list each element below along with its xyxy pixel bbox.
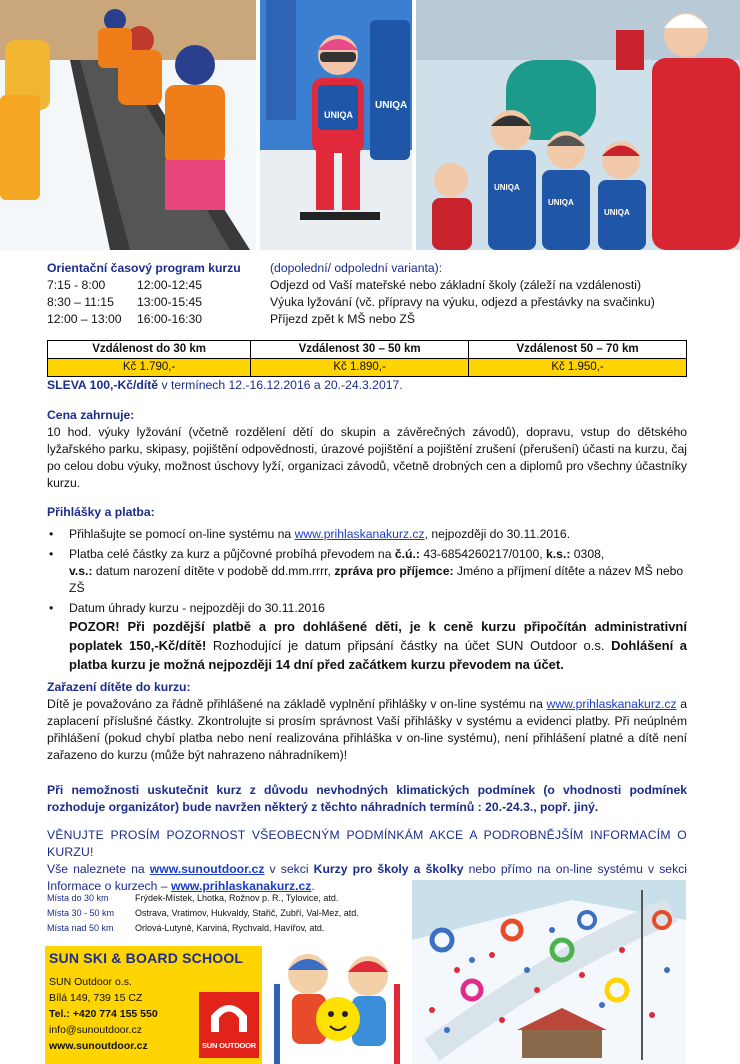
- list-text: , nejpozději do 30.11.2016.: [424, 527, 571, 541]
- registration-section: [47, 504, 687, 674]
- info-text: nebo přímo na on-line systému v sekci Informace o kurzech –: [47, 862, 687, 893]
- schedule-time: 7:15 - 8:00: [47, 278, 106, 292]
- schedule-desc: Odjezd od Vaší mateřské nebo základní školy (záleží na vzdálenosti): [270, 278, 642, 292]
- photo-strip: [0, 0, 740, 250]
- enrollment-section: [47, 679, 687, 764]
- enrollment-title: Zařazení dítěte do kurzu:: [47, 680, 191, 694]
- registration-link[interactable]: www.prihlaskanakurz.cz: [294, 527, 425, 541]
- price-header: Vzdálenost 50 – 70 km: [469, 341, 687, 359]
- schedule-variant: (dopolední/ odpolední varianta):: [270, 261, 443, 275]
- price-value-row: [48, 359, 687, 377]
- info-text: .: [311, 879, 315, 893]
- registration-link[interactable]: www.prihlaskanakurz.cz: [546, 697, 677, 711]
- alternative-dates: Při nemožnosti uskutečnit kurz z důvodu nevhodných klimatických podmínek (o vhodnosti podmínek rozhoduje organizátor) bude navržen některý z těchto náhradních termínů : 20.-24.3., popř. jiný.: [47, 783, 687, 814]
- message-value: Jméno a příjmení dítěte a název MŠ nebo ZŠ: [69, 564, 684, 595]
- account-label: č.ú.:: [394, 547, 420, 561]
- schedule-time: 16:00-16:30: [137, 312, 203, 326]
- discount-line: [47, 377, 403, 394]
- price-includes-section: [47, 407, 687, 492]
- price-value: Kč 1.790,-: [48, 359, 251, 377]
- discount-dates: v termínech 12.-16.12.2016 a 20.-24.3.2017.: [158, 378, 403, 392]
- ks-label: k.s.:: [546, 547, 571, 561]
- schedule-title: Orientační časový program kurzu: [47, 261, 241, 275]
- registration-title: Přihlášky a platba:: [47, 505, 155, 519]
- distance-row: [47, 891, 359, 906]
- schedule-desc: Výuka lyžování (vč. přípravy na výuku, odjezd a přestávky na svačinku): [270, 295, 655, 309]
- school-name: SUN SKI & BOARD SCHOOL: [49, 950, 244, 966]
- price-header: Vzdálenost do 30 km: [48, 341, 251, 359]
- distance-places: Ostrava, Vratimov, Hukvaldy, Stařič, Zubří, Val-Mez, atd.: [135, 908, 359, 918]
- logo-text: SUN OUTDOOR: [201, 1041, 257, 1050]
- message-label: zpráva pro příjemce:: [334, 564, 454, 578]
- sun-outdoor-logo: [199, 992, 259, 1058]
- contact-lines: [49, 974, 158, 1054]
- list-text: Platba celé částky za kurz a půjčovné probíhá převodem na: [69, 547, 395, 561]
- org-name: SUN Outdoor o.s.: [49, 976, 132, 988]
- ski-park-map-illustration: [412, 880, 686, 1064]
- registration-list: [47, 526, 687, 674]
- email-link[interactable]: info@sunoutdoor.cz: [49, 1024, 142, 1036]
- late-payment-warning: [69, 617, 687, 674]
- warning-text: Rozhodující je datum připsání částky na účet SUN Outdoor o.s.: [206, 638, 612, 653]
- logo-mark-icon: [199, 992, 259, 1042]
- phone: Tel.: +420 774 155 550: [49, 1008, 158, 1020]
- distance-row: [47, 906, 359, 921]
- price-value: Kč 1.890,-: [251, 359, 469, 377]
- schedule-desc: Příjezd zpět k MŠ nebo ZŠ: [270, 312, 415, 326]
- price-table: [47, 340, 687, 377]
- ks-value: 0308,: [570, 547, 605, 561]
- info-text: Vše naleznete na: [47, 862, 150, 876]
- list-text: Přihlašujte se pomocí on-line systému na: [69, 527, 295, 541]
- distance-label: Místa 30 - 50 km: [47, 908, 115, 918]
- price-value: Kč 1.950,-: [469, 359, 687, 377]
- banner-text: UNIQA: [375, 100, 408, 111]
- kids-cartoon-illustration: [268, 944, 408, 1064]
- schedule: [47, 260, 687, 330]
- schedule-time: 12:00 – 13:00: [47, 312, 122, 326]
- schedule-time: 8:30 – 11:15: [47, 295, 114, 309]
- list-item: [47, 546, 687, 597]
- vs-label: v.s.:: [69, 564, 93, 578]
- distance-label: Místa do 30 km: [47, 893, 109, 903]
- list-item: [47, 600, 687, 674]
- bib-text: UNIQA: [324, 110, 353, 120]
- enrollment-text: Dítě je považováno za řádně přihlášené na základě vyplnění přihlášky v on-line systému na: [47, 697, 547, 711]
- distance-places: Orlová-Lutyně, Karviná, Rychvald, Havířov, atd.: [135, 923, 325, 933]
- enrollment-text: a zaplacení příslušné částky. Zkontrolujte si prosím správnost Vaší přihlášky v systému a evidenci platby. Při neúplném přihlášení (pokud chybí platba nebo není realizována přihláška v on-line systému), není přihlášení platné a dítě není zařazeno do kurzu (může být nahrazeno náhradníkem)!: [47, 697, 687, 762]
- web-link[interactable]: www.sunoutdoor.cz: [49, 1040, 148, 1052]
- registration-link[interactable]: www.prihlaskanakurz.cz: [170, 879, 312, 893]
- schedule-time: 13:00-15:45: [137, 295, 203, 309]
- distance-row: [47, 921, 359, 936]
- warning-strong: Dohlášení a platba kurzu je možná nejpozději 14 dní před začátkem kurzu převodem na účet.: [69, 638, 688, 672]
- discount-amount: SLEVA 100,-Kč/dítě: [47, 378, 159, 392]
- list-text: Datum úhrady kurzu - nejpozději do 30.11.2016: [69, 601, 325, 615]
- price-header-row: [48, 341, 687, 359]
- photo-group-instructor: [416, 0, 740, 250]
- price-includes-title: Cena zahrnuje:: [47, 408, 135, 422]
- list-item: [47, 526, 687, 543]
- photo-kids-conveyor: [0, 0, 256, 250]
- distance-list: [47, 891, 359, 936]
- bib-text: UNIQA: [548, 198, 574, 207]
- schedule-time: 12:00-12:45: [137, 278, 203, 292]
- price-includes-text: 10 hod. výuky lyžování (včetně rozdělení dětí do skupin a závěrečných závodů), dopravu, vstup do dětského lyžařského parku, skipasy, pojištění odpovědnosti, úrazové pojištění a pojištění zrušení (přerušení) účasti na kurzu, čaj po celou dobu výuky, možnost úschovy lyží, organizaci závodů, včetně drobných cen a diplomů pro všechny účastníky kurzu.: [47, 425, 687, 490]
- contact-box: [45, 946, 262, 1064]
- photo-girl-skiing: [260, 0, 412, 250]
- sunoutdoor-link[interactable]: www.sunoutdoor.cz: [149, 862, 265, 876]
- bib-text: UNIQA: [494, 183, 520, 192]
- course-info: [47, 260, 688, 893]
- price-header: Vzdálenost 30 – 50 km: [251, 341, 469, 359]
- warning-strong: POZOR! Při pozdější platbě a pro dohlášené děti, je k ceně kurzu připočítán administrativní poplatek 150,-Kč/dítě!: [69, 619, 687, 653]
- distance-label: Místa nad 50 km: [47, 923, 114, 933]
- bib-text: UNIQA: [604, 208, 630, 217]
- vs-value: datum narození dítěte v podobě dd.mm.rrrr,: [92, 564, 335, 578]
- info-text: v sekci: [264, 862, 314, 876]
- info-caps: VĚNUJTE PROSÍM POZORNOST VŠEOBECNÝM PODMÍNKÁM AKCE A PODROBNĚJŠÍM INFORMACÍM O KURZU!: [47, 828, 687, 859]
- section-name: Kurzy pro školy a školky: [313, 862, 464, 876]
- account-number: 43-6854260217/0100,: [419, 547, 546, 561]
- address: Bílá 149, 739 15 CZ: [49, 992, 143, 1004]
- distance-places: Frýdek-Místek, Lhotka, Rožnov p. R., Tylovice, atd.: [135, 893, 339, 903]
